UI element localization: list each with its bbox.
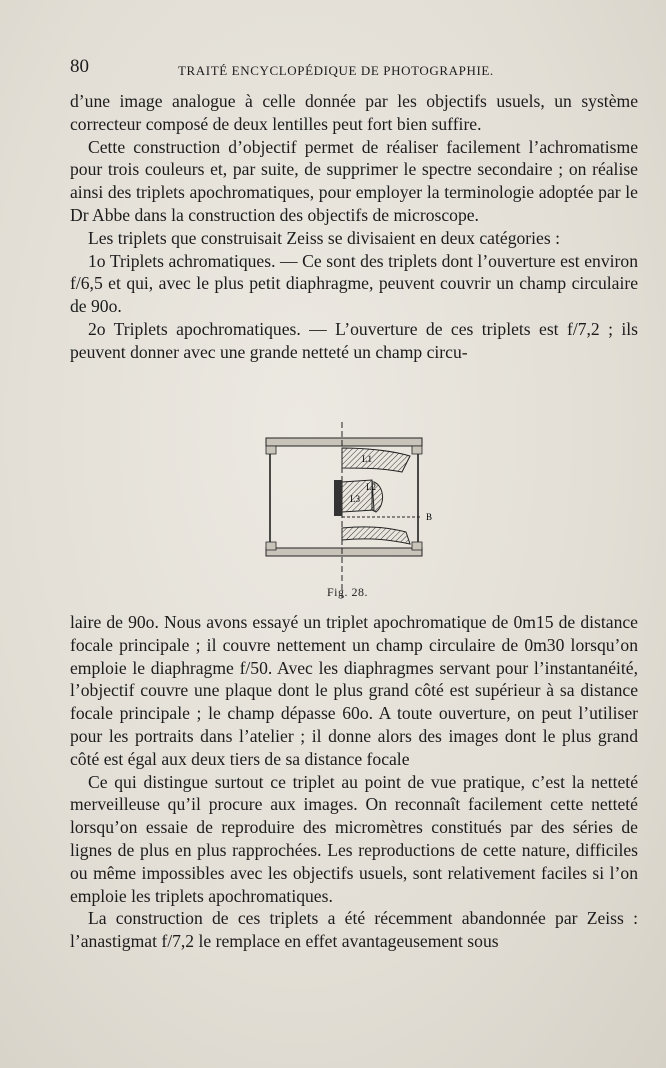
lens-l-lower (342, 527, 410, 544)
label-l3: L3 (350, 494, 360, 504)
paragraph: 1o Triplets achromatiques. — Ce sont des triplets dont l’ouverture est environ f/6,5 et qui, avec le plus petit diaphragme, peuvent couvrir un champ circulaire de 90o. (70, 250, 638, 317)
lens-mount (334, 480, 342, 516)
page-number: 80 (70, 56, 89, 77)
barrel-bottom-ring (266, 548, 422, 556)
label-l1: L1 (362, 454, 372, 464)
barrel-top-ring (266, 438, 422, 446)
lens-diagram (262, 420, 442, 600)
paragraph: laire de 90o. Nous avons essayé un triplet apochromatique de 0m15 de distance focale principale ; il couvre nettement un champ circulaire de 0m30 lorsqu’on emploie le diaphragme f/50. Avec les diaphragmes servant pour l’instantanéité, l’objectif couvre une plaque dont le plus grand côté est supérieur à sa distance focale principale ; le champ dépasse 60o. A toute ouverture, on peut l’utiliser pour les portraits dans l’atelier ; il donne alors des images dont le plus grand côté est égal aux deux tiers de sa distance focale (70, 612, 638, 769)
paragraph: Ce qui distingue surtout ce triplet au point de vue pratique, c’est la netteté merveilleuse qu’il procure aux images. On reconnaît facilement cette netteté lorsqu’on essaie de reproduire des micromètres constitués par des séries de lignes de plus en plus rapprochées. Les reproductions de cette nature, difficiles ou même impossibles avec les objectifs usuels, sont relativement faciles si l’on emploie les triplets apochromatiques. (70, 771, 638, 906)
paragraph: 2o Triplets apochromatiques. — L’ouverture de ces triplets est f/7,2 ; ils peuvent donner avec une grande netteté un champ circu- (70, 318, 638, 362)
figure-caption: Fig. 28. (327, 585, 369, 599)
paragraph: Cette construction d’objectif permet de réaliser facilement l’achromatisme pour trois couleurs et, par suite, de supprimer le spectre secondaire ; on réalise ainsi des triplets apochromatiques, pour employer la terminologie adoptée par le Dr Abbe dans la construction des objectifs de microscope. (70, 136, 638, 225)
lens-l1 (342, 448, 410, 472)
paragraph: Les triplets que construisait Zeiss se divisaient en deux catégories : (88, 227, 560, 248)
running-title: TRAITÉ ENCYCLOPÉDIQUE DE PHOTOGRAPHIE. (178, 63, 494, 78)
text-before-figure (70, 90, 638, 364)
page-header (70, 56, 550, 82)
label-l2: L2 (366, 482, 376, 492)
text-after-figure (70, 611, 638, 953)
paragraph: d’une image analogue à celle donnée par les objectifs usuels, un système correcteur composé de deux lentilles peut fort bien suffire. (70, 91, 638, 134)
label-b: B (426, 512, 433, 522)
paragraph: La construction de ces triplets a été récemment abandonnée par Zeiss : l’anastigmat f/7,2 le remplace en effet avantageusement sous (70, 908, 638, 952)
